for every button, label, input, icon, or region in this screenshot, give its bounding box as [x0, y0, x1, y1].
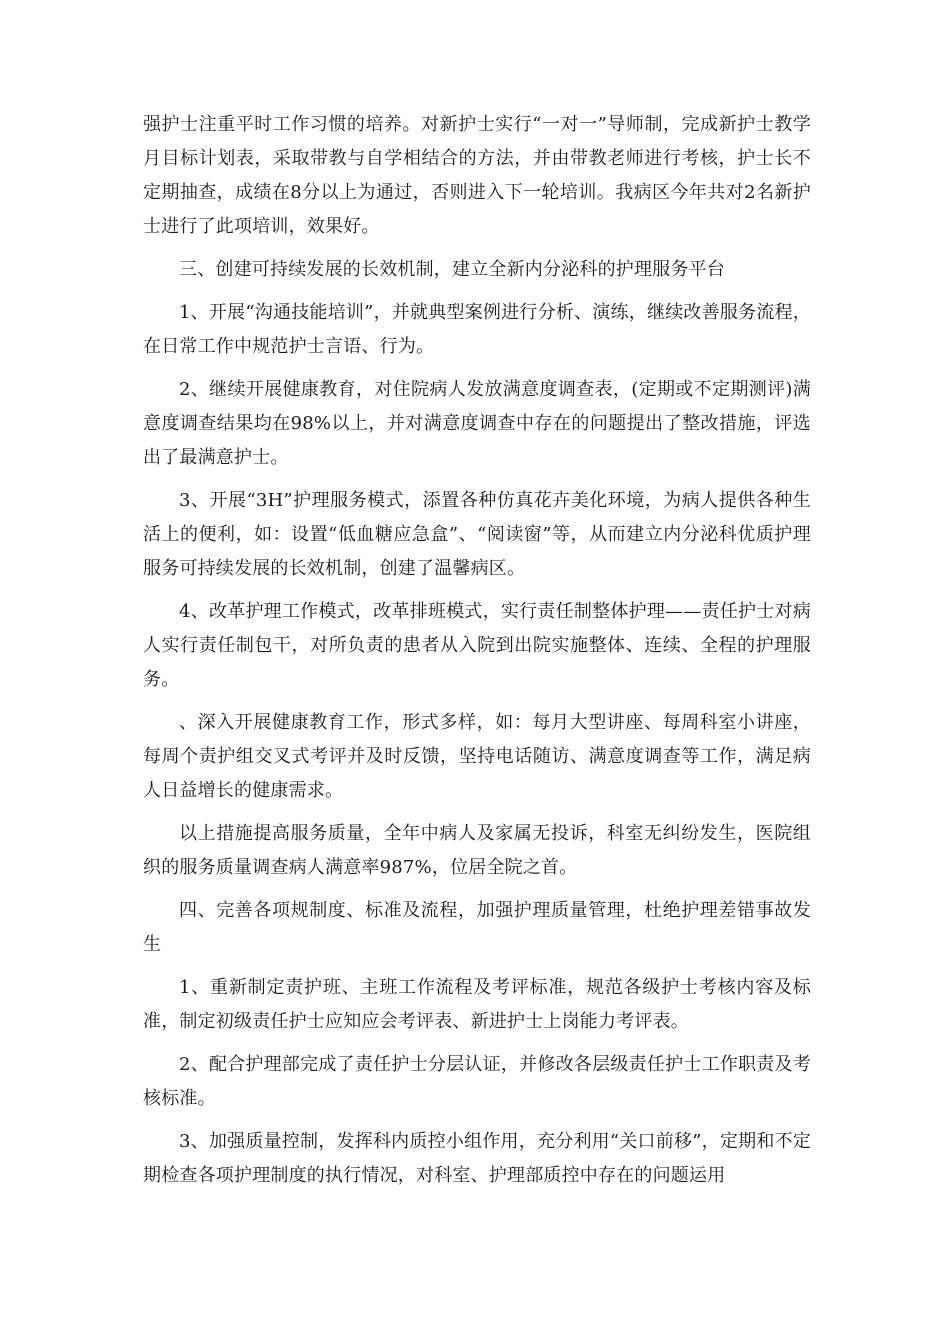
paragraph-item-4-1: 1、重新制定责护班、主班工作流程及考评标准，规范各级护士考核内容及标准，制定初级责任护士应知应会考评表、新进护士上岗能力考评表。: [143, 977, 811, 1032]
paragraph-summary-3: 以上措施提高服务质量，全年中病人及家属无投诉，科室无纠纷发生，医院组织的服务质量调查病人满意率987%，位居全院之首。: [143, 823, 811, 878]
paragraph-item-4-2: 2、配合护理部完成了责任护士分层认证，并修改各层级责任护士工作职责及考核标准。: [143, 1054, 811, 1109]
paragraph-item-3-5: 、深入开展健康教育工作，形式多样，如：每月大型讲座、每周科室小讲座，每周个责护组交叉式考评并及时反馈，坚持电话随访、满意度调查等工作，满足病人日益增长的健康需求。: [143, 712, 811, 801]
paragraph-item-3-4: 4、改革护理工作模式，改革排班模式，实行责任制整体护理——责任护士对病人实行责任制包干，对所负责的患者从入院到出院实施整体、连续、全程的护理服务。: [143, 601, 811, 690]
paragraph-carryover: 强护士注重平时工作习惯的培养。对新护士实行“一对一”导师制，完成新护士教学月目标计划表，采取带教与自学相结合的方法，并由带教老师进行考核，护士长不定期抽查，成绩在8分以上为通过，否则进入下一轮培训。我病区今年共对2名新护士进行了此项培训，效果好。: [143, 114, 811, 237]
paragraph-item-3-1: 1、开展“沟通技能培训”，并就典型案例进行分析、演练，继续改善服务流程，在日常工作中规范护士言语、行为。: [143, 302, 811, 357]
paragraph-item-3-3: 3、开展“3H”护理服务模式，添置各种仿真花卉美化环境，为病人提供各种生活上的便利，如：设置“低血糖应急盒”、“阅读窗”等，从而建立内分泌科优质护理服务可持续发展的长效机制，创建了温馨病区。: [143, 490, 811, 579]
section-heading-3: 三、创建可持续发展的长效机制，建立全新内分泌科的护理服务平台: [179, 259, 725, 280]
section-heading-4: 四、完善各项规制度、标准及流程，加强护理质量管理，杜绝护理差错事故发生: [143, 900, 811, 955]
paragraph-item-4-3: 3、加强质量控制，发挥科内质控小组作用，充分利用“关口前移”，定期和不定期检查各项护理制度的执行情况，对科室、护理部质控中存在的问题运用: [143, 1131, 811, 1186]
paragraph-item-3-2: 2、继续开展健康教育，对住院病人发放满意度调查表，(定期或不定期测评)满意度调查结果均在98%以上，并对满意度调查中存在的问题提出了整改措施，评选出了最满意护士。: [143, 379, 811, 468]
document-body: [143, 108, 811, 1193]
